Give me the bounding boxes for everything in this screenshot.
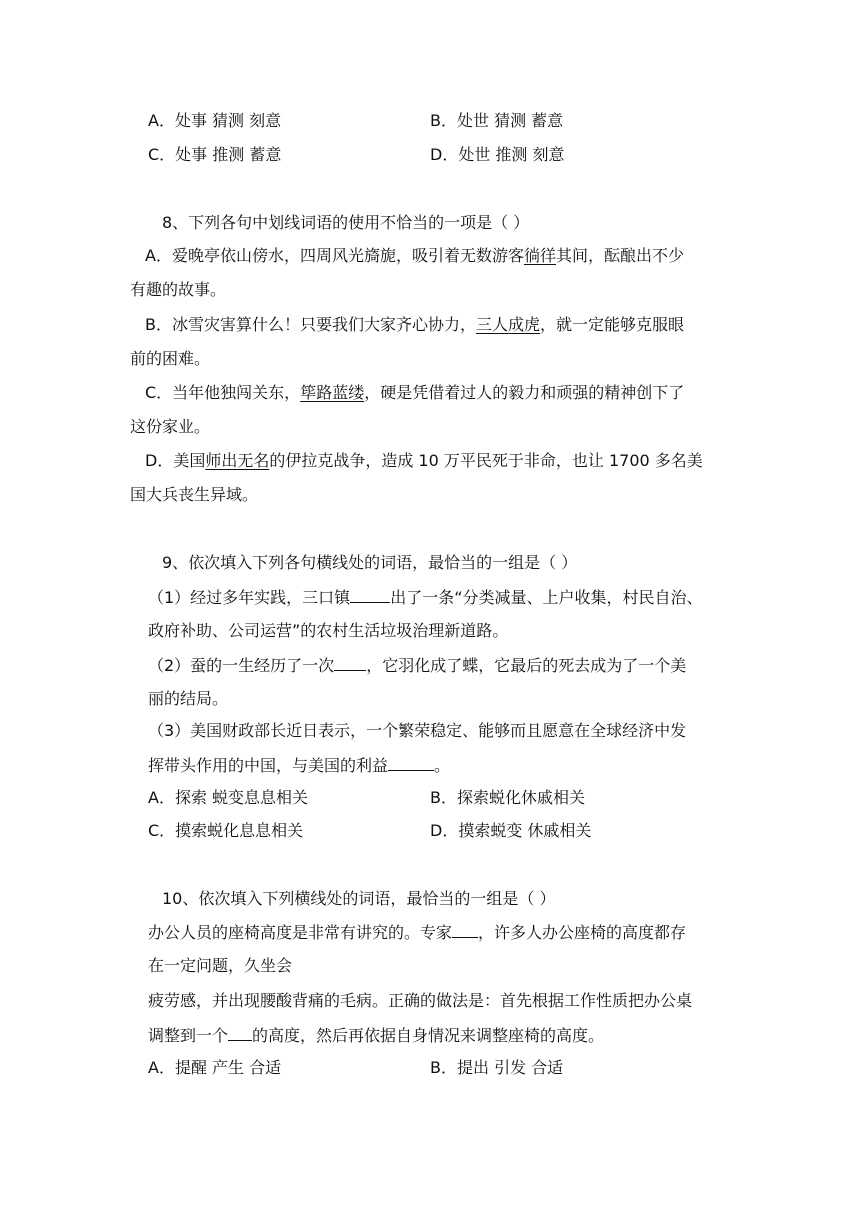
q8-option-d-line2: 国大兵丧生异域。 (130, 485, 259, 504)
q8-c-underlined: 筚路蓝缕 (300, 383, 365, 402)
q10-passage-line2: 在一定问题，久坐会 (148, 956, 293, 975)
q9-stem: 9、依次填入下列各句横线处的词语，最恰当的一组是（ ） (162, 553, 578, 572)
q8-option-c-line2: 这份家业。 (130, 417, 211, 436)
q8-a-underlined: 徜徉 (523, 246, 556, 265)
q9-sentence-3-line2 (148, 754, 450, 777)
q8-option-a-line2: 有趣的故事。 (130, 280, 227, 299)
q9-s1-pre: （1）经过多年实践，三口镇 (148, 588, 351, 607)
q9-s2-post: ，它羽化成了蝶，它最后的死去成为了一个美 (366, 656, 687, 675)
q8-c-post: ，硬是凭借着过人的毅力和顽强的精神创下了 (364, 383, 685, 402)
q10-p2-blank (228, 1024, 252, 1041)
q9-s3-blank (388, 754, 434, 771)
q8-option-c (145, 382, 684, 404)
q9-s1-blank (350, 586, 390, 603)
q9-sentence-1 (148, 586, 702, 609)
q8-d-pre: D．美国 (145, 451, 206, 470)
q9-sentence-1-line2: 政府补助、公司运营”的农村生活垃圾治理新道路。 (148, 621, 509, 640)
q8-a-post: 其间，酝酿出不少 (555, 246, 684, 265)
q9-s1-post: 出了一条“分类减量、上户收集，村民自治、 (390, 588, 703, 607)
q10-stem: 10、依次填入下列横线处的词语，最恰当的一组是（ ） (162, 889, 556, 908)
q8-c-pre: C．当年他独闯关东， (145, 383, 301, 402)
q10-passage-line1 (148, 921, 686, 944)
q9-s2-blank (334, 654, 366, 671)
q10-option-b: B．提出 引发 合适 (430, 1058, 564, 1077)
q9-s3-post: 。 (434, 756, 451, 775)
q8-option-a (145, 245, 684, 267)
q10-p1-post: ，许多人办公座椅的高度都存 (478, 923, 687, 942)
q10-option-a: A．提醒 产生 合适 (148, 1058, 282, 1077)
q10-p1-pre: 办公人员的座椅高度是非常有讲究的。专家 (148, 923, 453, 942)
q9-s2-pre: （2）蚕的一生经历了一次 (148, 656, 335, 675)
q10-p1-blank (452, 921, 478, 938)
q9-s3-pre: 挥带头作用的中国，与美国的利益 (148, 756, 389, 775)
q9-option-b: B．探索蜕化休戚相关 (430, 788, 585, 807)
q8-d-post: 的伊拉克战争，造成 10 万平民死于非命，也让 1700 多名美 (269, 451, 703, 470)
q9-sentence-2-line2: 丽的结局。 (148, 689, 229, 708)
q8-stem: 8、下列各句中划线词语的使用不恰当的一项是（ ） (162, 213, 530, 232)
q10-p2-post: 的高度，然后再依据自身情况来调整座椅的高度。 (252, 1026, 605, 1045)
q8-b-post: ，就一定能够克服眼 (540, 315, 685, 334)
q9-option-c: C．摸索蜕化息息相关 (148, 821, 304, 840)
q10-p2-pre: 调整到一个 (148, 1026, 229, 1045)
q7-option-a: A．处事 猜测 刻意 (148, 111, 282, 130)
q10-passage-line4 (148, 1024, 604, 1047)
q8-d-underlined: 师出无名 (205, 451, 270, 470)
q8-b-pre: B．冰雪灾害算什么！只要我们大家齐心协力， (145, 315, 476, 334)
q7-option-d: D．处世 推测 刻意 (430, 145, 565, 164)
q8-option-b (145, 314, 684, 336)
q8-option-d (145, 450, 703, 472)
q9-option-d: D．摸索蜕变 休戚相关 (430, 821, 592, 840)
q10-passage-line3: 疲劳感，并出现腰酸背痛的毛病。正确的做法是：首先根据工作性质把办公桌 (148, 991, 693, 1010)
q9-option-a: A．探索 蜕变息息相关 (148, 788, 309, 807)
q8-option-b-line2: 前的困难。 (130, 349, 211, 368)
q9-sentence-3: （3）美国财政部长近日表示，一个繁荣稳定、能够而且愿意在全球经济中发 (148, 721, 687, 740)
q7-option-b: B．处世 猜测 蓄意 (430, 111, 564, 130)
q8-b-underlined: 三人成虎 (475, 315, 540, 334)
q8-a-pre: A．爱晚亭依山傍水，四周风光旖旎，吸引着无数游客 (145, 246, 524, 265)
q9-sentence-2 (148, 654, 686, 677)
q7-option-c: C．处事 推测 蓄意 (148, 145, 282, 164)
